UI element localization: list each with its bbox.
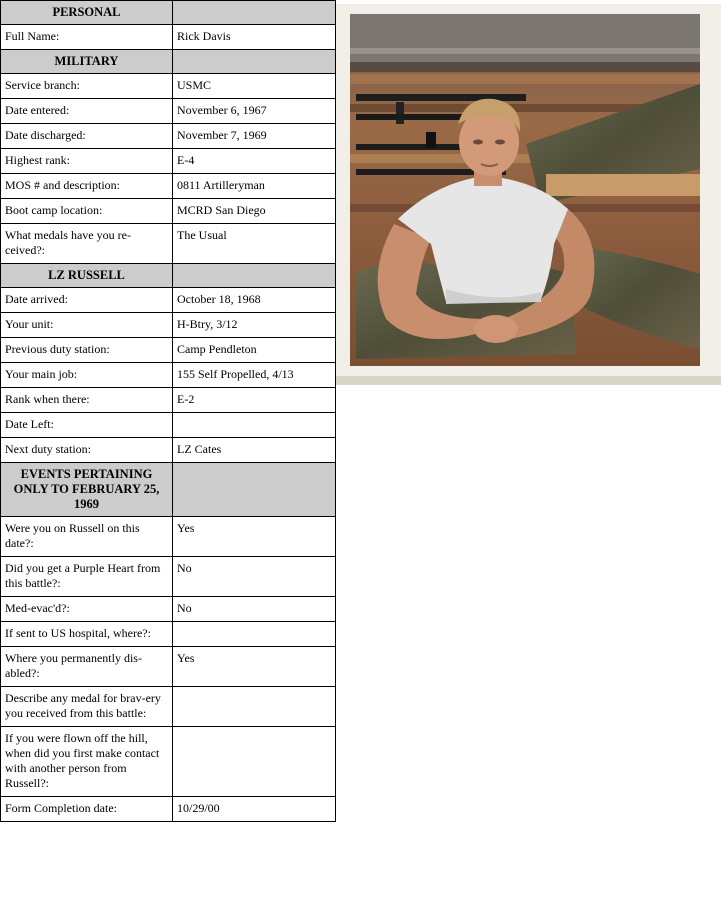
field-value: 0811 Artilleryman (173, 174, 336, 199)
form-row (1, 413, 336, 438)
photo-image (350, 14, 700, 366)
form-row (1, 174, 336, 199)
field-label: Service branch: (1, 74, 173, 99)
field-value: Rick Davis (173, 25, 336, 50)
field-label: Your unit: (1, 313, 173, 338)
field-value: E-2 (173, 388, 336, 413)
field-label: If you were flown off the hill, when did you first make contact with another person from Russell?: (1, 727, 173, 797)
field-value (173, 687, 336, 727)
field-label: Date Left: (1, 413, 173, 438)
field-value: November 7, 1969 (173, 124, 336, 149)
form-row (1, 149, 336, 174)
form-row (1, 797, 336, 822)
field-value: No (173, 597, 336, 622)
form-row (1, 288, 336, 313)
section-heading: PERSONAL (1, 1, 173, 25)
form-row (1, 224, 336, 264)
section-header-events (1, 463, 336, 517)
field-label: MOS # and description: (1, 174, 173, 199)
field-label: If sent to US hospital, where?: (1, 622, 173, 647)
field-label: Where you permanently dis-abled?: (1, 647, 173, 687)
field-label: Describe any medal for brav-ery you received from this battle: (1, 687, 173, 727)
field-label: Were you on Russell on this date?: (1, 517, 173, 557)
field-value: The Usual (173, 224, 336, 264)
field-label: Form Completion date: (1, 797, 173, 822)
form-row (1, 597, 336, 622)
form-row (1, 557, 336, 597)
field-label: Your main job: (1, 363, 173, 388)
form-row (1, 74, 336, 99)
field-value (173, 727, 336, 797)
veteran-form-table (0, 0, 336, 822)
form-row (1, 727, 336, 797)
form-row (1, 687, 336, 727)
veteran-photo (336, 4, 721, 385)
field-value: Camp Pendleton (173, 338, 336, 363)
field-label: Med-evac'd?: (1, 597, 173, 622)
section-header-lz-russell (1, 264, 336, 288)
field-value: November 6, 1967 (173, 99, 336, 124)
field-value (173, 413, 336, 438)
section-heading: EVENTS PERTAINING ONLY TO FEBRUARY 25, 1969 (1, 463, 173, 517)
field-value: October 18, 1968 (173, 288, 336, 313)
field-label: What medals have you re-ceived?: (1, 224, 173, 264)
field-label: Rank when there: (1, 388, 173, 413)
form-row (1, 517, 336, 557)
field-value: H-Btry, 3/12 (173, 313, 336, 338)
field-value: USMC (173, 74, 336, 99)
field-label: Date arrived: (1, 288, 173, 313)
field-label: Did you get a Purple Heart from this battle?: (1, 557, 173, 597)
field-label: Date entered: (1, 99, 173, 124)
form-row (1, 647, 336, 687)
field-value: Yes (173, 517, 336, 557)
form-row (1, 438, 336, 463)
field-value: LZ Cates (173, 438, 336, 463)
section-header-personal (1, 1, 336, 25)
field-value: 155 Self Propelled, 4/13 (173, 363, 336, 388)
field-label: Date discharged: (1, 124, 173, 149)
field-value: E-4 (173, 149, 336, 174)
section-heading: LZ RUSSELL (1, 264, 173, 288)
form-row (1, 338, 336, 363)
field-label: Next duty station: (1, 438, 173, 463)
form-row (1, 124, 336, 149)
field-value (173, 622, 336, 647)
form-row (1, 99, 336, 124)
field-label: Previous duty station: (1, 338, 173, 363)
form-row (1, 199, 336, 224)
field-value: 10/29/00 (173, 797, 336, 822)
field-value: No (173, 557, 336, 597)
field-value: Yes (173, 647, 336, 687)
field-label: Boot camp location: (1, 199, 173, 224)
field-value: MCRD San Diego (173, 199, 336, 224)
form-row (1, 622, 336, 647)
section-heading: MILITARY (1, 50, 173, 74)
form-row (1, 25, 336, 50)
form-row (1, 313, 336, 338)
form-row (1, 363, 336, 388)
field-label: Full Name: (1, 25, 173, 50)
section-header-military (1, 50, 336, 74)
form-row (1, 388, 336, 413)
field-label: Highest rank: (1, 149, 173, 174)
